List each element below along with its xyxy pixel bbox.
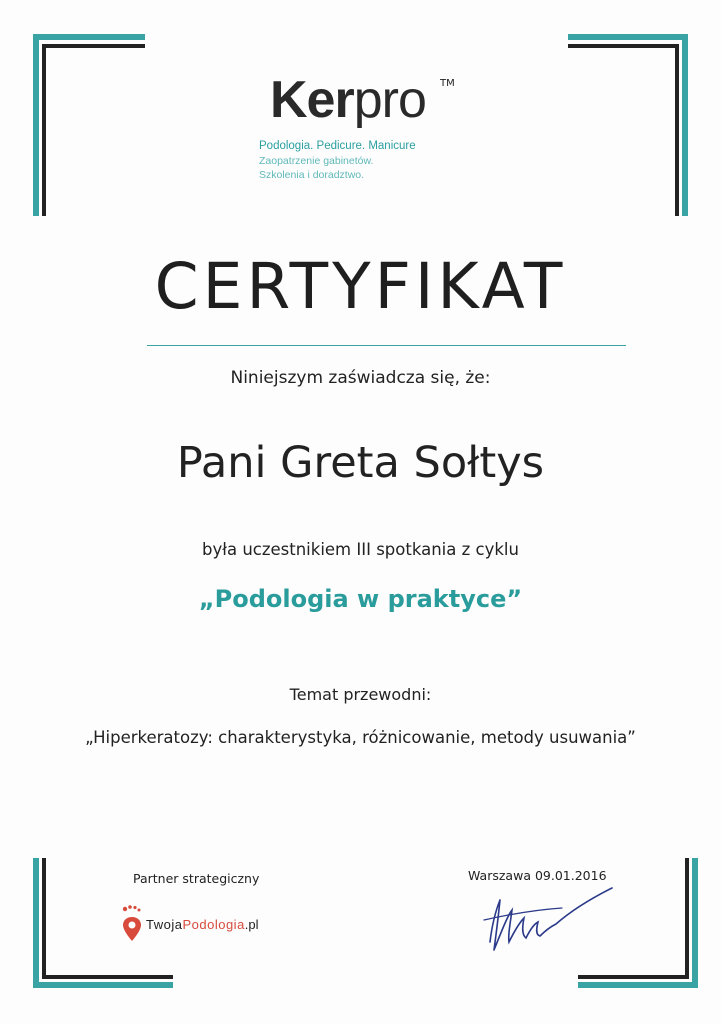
logo-tagline-1: Podologia. Pedicure. Manicure [259, 140, 416, 152]
topic-label: Temat przewodni: [289, 685, 432, 704]
participation-text: była uczestnikiem III spotkania z cyklu [202, 540, 519, 559]
cycle-name: „Podologia w praktyce” [198, 585, 523, 613]
partner-logo-domain: .pl [244, 917, 259, 933]
logo-tagline-2: Zaopatrzenie gabinetów. [259, 155, 374, 167]
location-pin-icon [121, 905, 143, 945]
logo-trademark: TM [440, 78, 455, 89]
logo-brand-bold: Ker [270, 71, 354, 129]
signature [472, 880, 622, 960]
certificate-title: CERTYFIKAT [154, 250, 567, 323]
frame-top-right [568, 34, 688, 224]
partner-logo-twoja: Twoja [146, 917, 183, 933]
frame-top-left [33, 34, 153, 224]
partner-label: Partner strategiczny [133, 871, 260, 886]
kerpro-logo [270, 70, 426, 130]
place-date: Warszawa 09.01.2016 [468, 868, 607, 883]
partner-logo [121, 905, 259, 945]
partner-logo-podologia: Podologia [182, 917, 245, 933]
topic-text: „Hiperkeratozy: charakterystyka, różnicowanie, metody usuwania” [85, 728, 636, 747]
title-divider [147, 345, 626, 346]
intro-text: Niniejszym zaświadcza się, że: [230, 368, 491, 388]
logo-tagline-3: Szkolenia i doradztwo. [259, 169, 365, 181]
logo-brand-light: pro [353, 71, 426, 129]
recipient-name: Pani Greta Sołtys [176, 438, 545, 488]
